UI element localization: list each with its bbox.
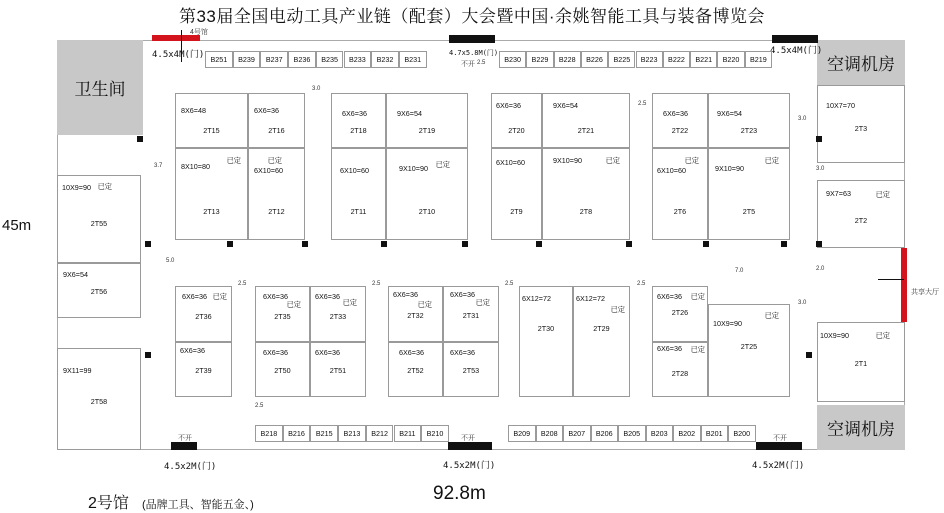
height-dimension: 45m	[2, 217, 32, 234]
stand-2T18[interactable]	[331, 93, 386, 148]
stand-status: 已定	[212, 292, 227, 301]
stand-size: 6X10=60	[340, 166, 369, 175]
stand-status: 已定	[690, 345, 705, 354]
stand-size: 9X6=54	[63, 270, 88, 279]
booth-b236[interactable]: B236	[288, 51, 316, 68]
booth-b200[interactable]: B200	[728, 425, 756, 442]
stand-2T52[interactable]	[388, 342, 443, 397]
aisle-dim: 3.0	[816, 166, 825, 172]
stand-id: 2T35	[274, 312, 291, 321]
stand-size: 6X6=36	[399, 348, 424, 357]
stand-2T20[interactable]	[491, 93, 542, 148]
stand-id: 2T20	[508, 126, 525, 135]
column-pillar	[145, 241, 151, 247]
aisle-dim: 3.0	[798, 116, 807, 122]
booth-b233[interactable]: B233	[344, 51, 372, 68]
stand-status: 已定	[342, 298, 357, 307]
stand-size: 6X12=72	[576, 294, 605, 303]
column-pillar	[137, 136, 143, 142]
stand-id: 2T5	[742, 207, 756, 216]
stand-2T6[interactable]	[652, 148, 708, 240]
stand-id: 2T10	[418, 207, 436, 216]
column-pillar	[781, 241, 787, 247]
door-label-bottom-right: 4.5x2M(门)	[752, 461, 805, 471]
stand-size: 6X6=36	[657, 292, 682, 301]
stand-id: 2T32	[407, 311, 424, 320]
booth-b215[interactable]: B215	[310, 425, 338, 442]
stand-2T28[interactable]	[652, 342, 708, 397]
stand-id: 2T58	[90, 397, 108, 406]
stand-id: 2T13	[203, 207, 220, 216]
stand-id: 2T39	[195, 366, 212, 375]
stand-size: 6X6=36	[657, 344, 682, 353]
column-pillar	[462, 241, 468, 247]
column-pillar	[381, 241, 387, 247]
column-pillar	[227, 241, 233, 247]
stand-id: 2T22	[671, 126, 689, 135]
stand-status: 已定	[875, 190, 890, 199]
stand-2T55[interactable]	[57, 175, 141, 263]
stand-status: 已定	[435, 160, 450, 169]
booth-b231[interactable]: B231	[399, 51, 427, 68]
column-pillar	[806, 352, 812, 358]
stand-2T9[interactable]	[491, 148, 542, 240]
hall-4-label: 4号馆	[190, 29, 208, 36]
booth-b229[interactable]: B229	[526, 51, 553, 68]
column-pillar	[816, 136, 822, 142]
stand-2T51[interactable]	[310, 342, 366, 397]
door-status-bottom-left: 不开	[178, 435, 192, 442]
door-label-bottom-left: 4.5x2M(门)	[164, 462, 217, 472]
stand-id: 2T53	[462, 366, 480, 375]
stand-id: 2T30	[537, 324, 555, 333]
stand-2T19[interactable]	[386, 93, 468, 148]
booth-b201[interactable]: B201	[701, 425, 729, 442]
aisle-dim: 2.5	[638, 101, 647, 107]
stand-size: 6X6=36	[180, 346, 205, 355]
booth-b203[interactable]: B203	[646, 425, 674, 442]
aisle-dim: 2.5	[372, 281, 381, 287]
stand-size: 8X10=80	[181, 162, 210, 171]
stand-id: 2T16	[268, 126, 285, 135]
stand-2T13[interactable]	[175, 148, 248, 240]
shared-hall-label: 共享大厅	[911, 289, 939, 296]
aisle-dim: 2.5	[505, 281, 514, 287]
aisle-dim: 7.0	[735, 268, 744, 274]
door-label-top-center: 4.7x5.8M(门)	[449, 49, 499, 57]
aisle-dim: 5.0	[166, 258, 175, 264]
booth-b222[interactable]: B222	[663, 51, 690, 68]
stand-2T32[interactable]	[388, 286, 443, 342]
booth-b223[interactable]: B223	[636, 51, 663, 68]
stand-size: 6X10=60	[657, 166, 686, 175]
stand-2T21[interactable]	[542, 93, 630, 148]
stand-id: 2T25	[740, 342, 758, 351]
door-top-right	[772, 35, 818, 43]
stand-size: 9X10=90	[553, 156, 582, 165]
stand-id: 2T29	[593, 324, 610, 333]
stand-2T22[interactable]	[652, 93, 708, 148]
ac-room-top	[817, 40, 905, 85]
aisle-dim: 2.5	[477, 60, 486, 66]
booth-b212[interactable]: B212	[366, 425, 394, 442]
hall-sublabel: (品牌工具、智能五金、)	[142, 499, 254, 511]
stand-size: 6X10=60	[496, 158, 525, 167]
booth-b208[interactable]: B208	[536, 425, 564, 442]
booth-b225[interactable]: B225	[608, 51, 635, 68]
ac-room-bottom	[817, 405, 905, 450]
door-bottom-center	[448, 442, 492, 450]
stand-2T53[interactable]	[443, 342, 499, 397]
stand-2T33[interactable]	[310, 286, 366, 342]
booth-b232[interactable]: B232	[371, 51, 399, 68]
booth-b219[interactable]: B219	[745, 51, 772, 68]
stand-size: 6X6=36	[254, 106, 279, 115]
stand-id: 2T21	[577, 126, 595, 135]
entrance-marker-right	[901, 248, 907, 322]
stand-2T58[interactable]	[57, 348, 141, 450]
stand-id: 2T55	[90, 219, 108, 228]
column-pillar	[626, 241, 632, 247]
booth-b209[interactable]: B209	[508, 425, 536, 442]
stand-id: 2T15	[203, 126, 220, 135]
booth-b205[interactable]: B205	[618, 425, 646, 442]
aisle-dim: 3.0	[312, 86, 321, 92]
booth-b210[interactable]: B210	[421, 425, 449, 442]
aisle-dim: 3.0	[798, 300, 807, 306]
stand-2T26[interactable]	[652, 286, 708, 342]
stand-id: 2T56	[90, 287, 108, 296]
column-pillar	[302, 241, 308, 247]
stand-id: 2T52	[407, 366, 424, 375]
booth-b237[interactable]: B237	[260, 51, 288, 68]
stand-id: 2T8	[579, 207, 593, 216]
stand-id: 2T1	[854, 359, 868, 368]
stand-status: 已定	[417, 300, 432, 309]
booth-b202[interactable]: B202	[673, 425, 701, 442]
stand-status: 已定	[875, 331, 890, 340]
stand-2T2[interactable]	[817, 180, 905, 248]
stand-size: 9X11=99	[63, 366, 92, 375]
door-label-top-left: 4.5x4M(门)	[152, 50, 205, 60]
stand-size: 9X10=90	[715, 164, 744, 173]
stand-2T36[interactable]	[175, 286, 232, 342]
stand-id: 2T19	[418, 126, 436, 135]
booth-b218[interactable]: B218	[255, 425, 283, 442]
stand-2T15[interactable]	[175, 93, 248, 148]
stand-size: 9X6=54	[397, 109, 422, 118]
stand-id: 2T50	[274, 366, 291, 375]
stand-size: 6X12=72	[522, 294, 551, 303]
stand-id: 2T3	[854, 124, 868, 133]
stand-id: 2T31	[462, 311, 480, 320]
door-status-top-center: 不开	[461, 61, 475, 68]
stand-status: 已定	[610, 305, 625, 314]
ac-room-bottom-label: 空调机房	[827, 420, 895, 439]
stand-status: 已定	[764, 156, 779, 165]
stand-status: 已定	[97, 182, 112, 191]
stand-size: 9X6=54	[717, 109, 742, 118]
stand-2T39[interactable]	[175, 342, 232, 397]
booth-b216[interactable]: B216	[283, 425, 311, 442]
stand-size: 6X6=36	[315, 292, 340, 301]
stand-id: 2T9	[510, 207, 523, 216]
booth-b239[interactable]: B239	[233, 51, 261, 68]
stand-status: 已定	[690, 292, 705, 301]
stand-id: 2T12	[268, 207, 285, 216]
stand-2T5[interactable]	[708, 148, 790, 240]
column-pillar	[145, 352, 151, 358]
stand-id: 2T6	[673, 207, 687, 216]
stand-size: 9X10=90	[399, 164, 428, 173]
stand-status: 已定	[267, 156, 282, 165]
stand-status: 已定	[605, 156, 620, 165]
stand-2T56[interactable]	[57, 263, 141, 318]
stand-2T50[interactable]	[255, 342, 310, 397]
aisle-dim: 2.5	[255, 403, 264, 409]
stand-size: 6X6=36	[496, 101, 521, 110]
stand-2T12[interactable]	[248, 148, 305, 240]
stand-2T25[interactable]	[708, 304, 790, 397]
aisle-dim: 2.5	[637, 281, 646, 287]
stand-size: 6X6=36	[182, 292, 207, 301]
stand-status: 已定	[475, 298, 490, 307]
stand-size: 6X6=36	[393, 290, 418, 299]
hall-label: 2号馆	[88, 495, 129, 512]
stand-size: 6X6=36	[342, 109, 367, 118]
width-dimension: 92.8m	[433, 483, 486, 504]
stand-2T35[interactable]	[255, 286, 310, 342]
stand-id: 2T36	[195, 312, 212, 321]
door-status-bottom-right: 不开	[773, 435, 787, 442]
stand-size: 8X6=48	[181, 106, 206, 115]
stand-id: 2T26	[671, 308, 689, 317]
stand-size: 9X6=54	[553, 101, 578, 110]
restroom	[57, 40, 143, 135]
stand-2T16[interactable]	[248, 93, 305, 148]
booth-b213[interactable]: B213	[338, 425, 366, 442]
booth-b226[interactable]: B226	[581, 51, 608, 68]
stand-status: 已定	[684, 156, 699, 165]
stand-id: 2T33	[329, 312, 347, 321]
stand-id: 2T28	[671, 369, 689, 378]
restroom-label: 卫生间	[74, 80, 126, 99]
aisle-dim: 3.7	[154, 163, 163, 169]
stand-2T3[interactable]	[817, 85, 905, 163]
stand-size: 10X9=90	[62, 183, 91, 192]
stand-2T8[interactable]	[542, 148, 630, 240]
aisle-dim: 2.5	[238, 281, 247, 287]
door-top-center	[449, 35, 495, 43]
door-bottom-left	[171, 442, 197, 450]
stand-id: 2T51	[329, 366, 347, 375]
stand-size: 6X6=36	[450, 348, 475, 357]
stand-size: 10X9=90	[713, 319, 742, 328]
booth-b235[interactable]: B235	[316, 51, 344, 68]
ac-room-top-label: 空调机房	[827, 55, 895, 74]
booth-b220[interactable]: B220	[717, 51, 744, 68]
stand-size: 6X6=36	[450, 290, 475, 299]
stand-status: 已定	[764, 311, 779, 320]
booth-b251[interactable]: B251	[205, 51, 233, 68]
door-label-top-right: 4.5x4M(门)	[770, 46, 823, 56]
stand-id: 2T2	[854, 216, 868, 225]
column-pillar	[536, 241, 542, 247]
arrow-left-right-icon	[878, 279, 904, 280]
booth-b206[interactable]: B206	[591, 425, 619, 442]
stand-status: 已定	[226, 156, 241, 165]
booth-b221[interactable]: B221	[690, 51, 717, 68]
page-title: 第33届全国电动工具产业链（配套）大会暨中国·余姚智能工具与装备博览会	[178, 7, 766, 26]
stand-2T10[interactable]	[386, 148, 468, 240]
booth-b228[interactable]: B228	[554, 51, 581, 68]
stand-size: 6X10=60	[254, 166, 283, 175]
stand-2T29[interactable]	[573, 286, 630, 397]
aisle-dim: 2.0	[816, 266, 825, 272]
stand-id: 2T18	[350, 126, 367, 135]
stand-size: 9X7=63	[826, 189, 851, 198]
stand-size: 6X6=36	[663, 109, 688, 118]
column-pillar	[816, 241, 822, 247]
stand-size: 6X6=36	[315, 348, 340, 357]
stand-2T30[interactable]	[519, 286, 573, 397]
stand-2T1[interactable]	[817, 322, 905, 402]
booth-b207[interactable]: B207	[563, 425, 591, 442]
booth-b211[interactable]: B211	[394, 425, 422, 442]
door-label-bottom-center: 4.5x2M(门)	[443, 461, 496, 471]
booth-b230[interactable]: B230	[499, 51, 526, 68]
stand-status: 已定	[286, 300, 301, 309]
stand-id: 2T23	[740, 126, 758, 135]
door-status-bottom-center: 不开	[461, 435, 475, 442]
stand-id: 2T11	[350, 207, 367, 216]
column-pillar	[703, 241, 709, 247]
stand-2T23[interactable]	[708, 93, 790, 148]
stand-2T11[interactable]	[331, 148, 386, 240]
stand-size: 10X7=70	[826, 101, 855, 110]
door-bottom-right	[756, 442, 802, 450]
stand-2T31[interactable]	[443, 286, 499, 342]
stand-size: 10X9=90	[820, 331, 849, 340]
stand-size: 6X6=36	[263, 348, 288, 357]
stand-size: 6X6=36	[263, 292, 288, 301]
